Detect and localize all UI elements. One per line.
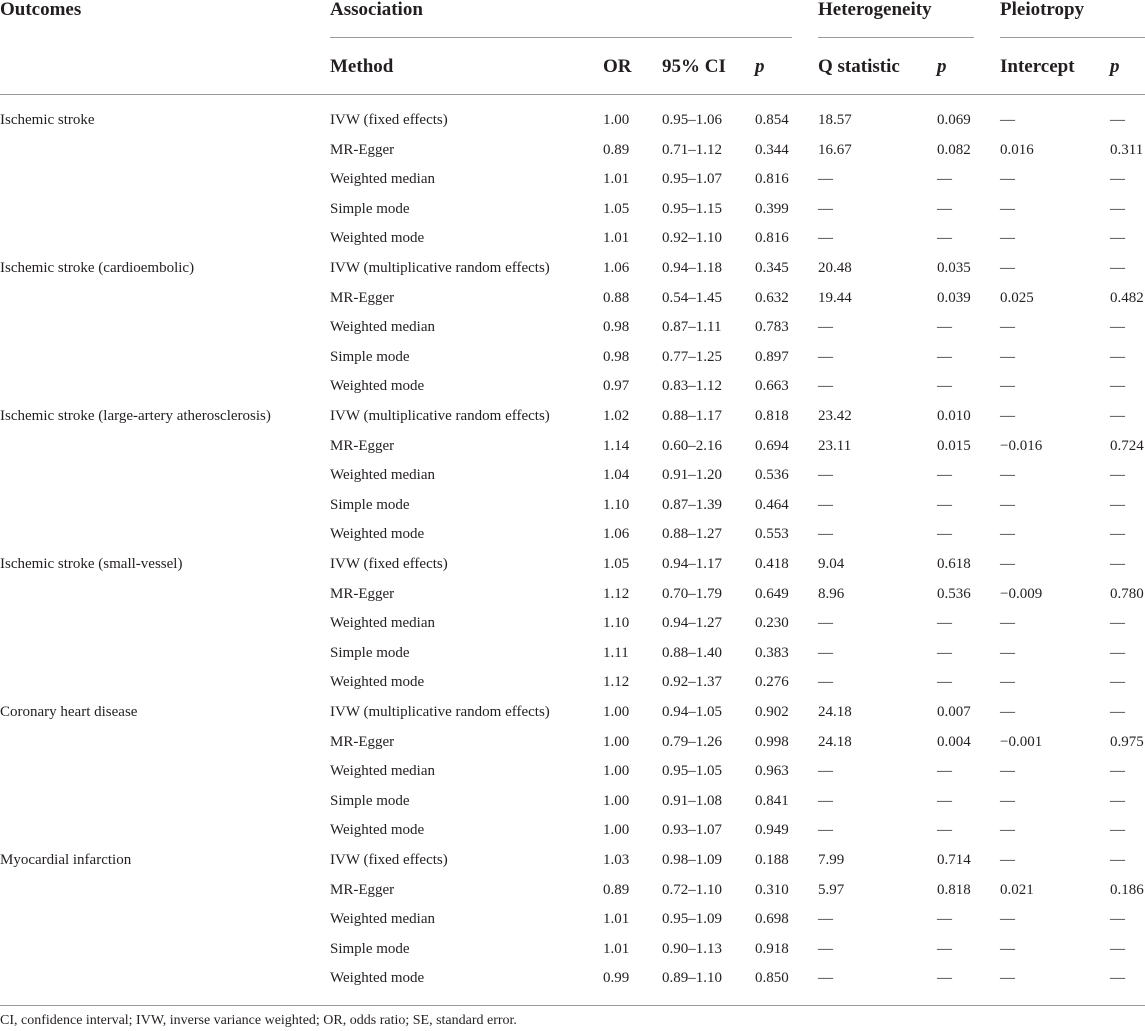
cell-q-statistic: —: [818, 674, 833, 691]
cell-q-statistic: —: [818, 467, 833, 484]
cell-ci: 0.95–1.06: [662, 112, 722, 128]
cell-q-p: —: [937, 378, 952, 395]
cell-method: MR-Egger: [330, 733, 395, 750]
cell-p: 0.344: [755, 141, 789, 158]
cell-method: Simple mode: [330, 200, 410, 217]
header-heterogeneity: Heterogeneity: [818, 0, 932, 20]
cell-intercept: —: [1000, 260, 1015, 276]
cell-ci: 0.87–1.11: [662, 319, 722, 336]
cell-q-statistic: —: [818, 911, 833, 928]
cell-intercept-p: 0.724: [1110, 437, 1144, 454]
cell-q-p: —: [937, 644, 952, 661]
cell-or: 0.98: [603, 348, 630, 365]
cell-intercept-p: —: [1110, 319, 1125, 336]
cell-method: IVW (multiplicative random effects): [330, 260, 550, 276]
cell-intercept-p: —: [1110, 644, 1125, 661]
cell-intercept: 0.025: [1000, 289, 1034, 306]
cell-intercept: —: [1000, 467, 1015, 484]
header-method: Method: [330, 56, 394, 77]
cell-q-p: —: [937, 319, 952, 336]
cell-method: Weighted mode: [330, 674, 425, 691]
cell-intercept-p: —: [1110, 112, 1125, 128]
cell-p: 0.998: [755, 733, 789, 750]
cell-intercept: —: [1000, 704, 1015, 720]
cell-intercept-p: —: [1110, 852, 1125, 868]
cell-q-statistic: —: [818, 200, 833, 217]
outcome-label: Ischemic stroke: [0, 112, 95, 128]
cell-p: 0.399: [755, 200, 789, 217]
cell-ci: 0.93–1.07: [662, 822, 722, 839]
cell-intercept-p: —: [1110, 467, 1125, 484]
cell-q-statistic: —: [818, 940, 833, 957]
cell-method: Weighted mode: [330, 230, 425, 247]
cell-intercept: —: [1000, 970, 1015, 987]
cell-p: 0.698: [755, 911, 789, 928]
cell-method: Simple mode: [330, 940, 410, 957]
cell-q-statistic: 16.67: [818, 141, 852, 158]
cell-or: 1.06: [603, 526, 630, 543]
header-pleiotropy: Pleiotropy: [1000, 0, 1085, 20]
cell-intercept: —: [1000, 319, 1015, 336]
cell-intercept: 0.021: [1000, 881, 1034, 898]
cell-q-statistic: —: [818, 822, 833, 839]
cell-ci: 0.70–1.79: [662, 585, 722, 602]
cell-q-statistic: —: [818, 171, 833, 188]
cell-q-statistic: 19.44: [818, 289, 852, 306]
cell-q-p: 0.818: [937, 881, 971, 898]
cell-q-p: —: [937, 171, 952, 188]
cell-or: 1.00: [603, 112, 630, 128]
cell-or: 0.97: [603, 378, 630, 395]
cell-or: 1.00: [603, 704, 630, 720]
cell-intercept: —: [1000, 526, 1015, 543]
cell-or: 1.10: [603, 615, 630, 632]
cell-ci: 0.91–1.08: [662, 792, 722, 809]
cell-or: 1.12: [603, 674, 630, 691]
cell-method: Simple mode: [330, 644, 410, 661]
cell-q-p: 0.007: [937, 704, 971, 720]
cell-p: 0.663: [755, 378, 789, 395]
cell-intercept: —: [1000, 792, 1015, 809]
cell-intercept: —: [1000, 556, 1015, 572]
cell-intercept: −0.016: [1000, 437, 1043, 454]
cell-ci: 0.94–1.17: [662, 556, 722, 572]
cell-method: Weighted mode: [330, 822, 425, 839]
cell-or: 1.00: [603, 822, 630, 839]
cell-q-statistic: —: [818, 496, 833, 513]
outcome-label: Ischemic stroke (small-vessel): [0, 556, 183, 572]
cell-q-statistic: —: [818, 763, 833, 780]
cell-or: 0.89: [603, 141, 630, 158]
cell-ci: 0.79–1.26: [662, 733, 722, 750]
cell-p: 0.816: [755, 230, 789, 247]
cell-ci: 0.71–1.12: [662, 141, 722, 158]
cell-ci: 0.72–1.10: [662, 881, 722, 898]
cell-p: 0.850: [755, 970, 789, 987]
cell-method: Weighted mode: [330, 378, 425, 395]
cell-q-statistic: 24.18: [818, 704, 852, 720]
cell-or: 1.10: [603, 496, 630, 513]
cell-p: 0.841: [755, 792, 789, 809]
cell-method: MR-Egger: [330, 437, 395, 454]
cell-intercept: —: [1000, 200, 1015, 217]
cell-or: 0.99: [603, 970, 630, 987]
cell-q-p: 0.536: [937, 585, 971, 602]
cell-p: 0.310: [755, 881, 789, 898]
cell-q-p: —: [937, 467, 952, 484]
cell-q-statistic: —: [818, 230, 833, 247]
cell-or: 1.00: [603, 763, 630, 780]
cell-p: 0.902: [755, 704, 789, 720]
cell-q-statistic: —: [818, 348, 833, 365]
cell-q-p: —: [937, 940, 952, 957]
cell-q-statistic: 7.99: [818, 852, 845, 868]
cell-ci: 0.54–1.45: [662, 289, 722, 306]
cell-or: 1.01: [603, 940, 630, 957]
header-q-statistic: Q statistic: [818, 56, 900, 77]
cell-or: 1.00: [603, 733, 630, 750]
cell-ci: 0.95–1.15: [662, 200, 722, 217]
header-rule: [0, 94, 1145, 95]
outcome-label: Ischemic stroke (large-artery atherosclerosis): [0, 408, 271, 424]
cell-q-statistic: 20.48: [818, 260, 852, 276]
cell-q-p: —: [937, 970, 952, 987]
cell-or: 1.01: [603, 230, 630, 247]
cell-ci: 0.92–1.10: [662, 230, 722, 247]
cell-q-p: —: [937, 200, 952, 217]
cell-ci: 0.77–1.25: [662, 348, 722, 365]
cell-ci: 0.88–1.27: [662, 526, 722, 543]
cell-q-statistic: —: [818, 970, 833, 987]
cell-q-p: —: [937, 792, 952, 809]
cell-q-p: —: [937, 230, 952, 247]
cell-intercept: —: [1000, 822, 1015, 839]
cell-intercept: —: [1000, 348, 1015, 365]
cell-q-statistic: 24.18: [818, 733, 852, 750]
cell-ci: 0.87–1.39: [662, 496, 722, 513]
cell-ci: 0.95–1.05: [662, 763, 722, 780]
cell-intercept-p: —: [1110, 763, 1125, 780]
cell-intercept: —: [1000, 378, 1015, 395]
cell-intercept-p: —: [1110, 674, 1125, 691]
cell-or: 0.88: [603, 289, 630, 306]
cell-ci: 0.88–1.40: [662, 644, 722, 661]
cell-q-p: —: [937, 496, 952, 513]
header-outcomes: Outcomes: [0, 0, 82, 20]
cell-method: MR-Egger: [330, 585, 395, 602]
cell-q-statistic: 8.96: [818, 585, 845, 602]
cell-q-statistic: 23.42: [818, 408, 852, 424]
cell-q-p: —: [937, 615, 952, 632]
cell-ci: 0.88–1.17: [662, 408, 722, 424]
cell-intercept-p: —: [1110, 171, 1125, 188]
cell-q-p: 0.714: [937, 852, 971, 868]
cell-q-statistic: 5.97: [818, 881, 845, 898]
cell-q-statistic: 18.57: [818, 112, 852, 128]
cell-method: IVW (fixed effects): [330, 556, 448, 572]
cell-p: 0.230: [755, 615, 789, 632]
cell-intercept: —: [1000, 171, 1015, 188]
header-association: Association: [330, 0, 423, 20]
cell-intercept: —: [1000, 763, 1015, 780]
cell-ci: 0.91–1.20: [662, 467, 722, 484]
heterogeneity-underline: [818, 37, 974, 38]
cell-or: 1.00: [603, 792, 630, 809]
cell-ci: 0.98–1.09: [662, 852, 722, 868]
cell-intercept-p: —: [1110, 200, 1125, 217]
cell-p: 0.816: [755, 171, 789, 188]
cell-ci: 0.95–1.07: [662, 171, 722, 188]
cell-intercept-p: —: [1110, 378, 1125, 395]
cell-p: 0.383: [755, 644, 789, 661]
cell-intercept-p: —: [1110, 230, 1125, 247]
cell-or: 1.06: [603, 260, 630, 276]
cell-intercept-p: —: [1110, 704, 1125, 720]
cell-ci: 0.94–1.27: [662, 615, 722, 632]
cell-p: 0.632: [755, 289, 789, 306]
cell-p: 0.345: [755, 260, 789, 276]
cell-p: 0.694: [755, 437, 789, 454]
cell-intercept: —: [1000, 496, 1015, 513]
bottom-rule: [0, 1005, 1145, 1006]
cell-ci: 0.83–1.12: [662, 378, 722, 395]
cell-or: 1.05: [603, 556, 630, 572]
cell-method: Weighted median: [330, 615, 436, 632]
cell-method: Weighted median: [330, 911, 436, 928]
cell-q-p: 0.015: [937, 437, 971, 454]
header-or: OR: [603, 56, 632, 77]
cell-intercept-p: —: [1110, 260, 1125, 276]
cell-intercept-p: 0.186: [1110, 881, 1144, 898]
cell-q-statistic: —: [818, 319, 833, 336]
cell-method: Weighted median: [330, 171, 436, 188]
cell-or: 1.11: [603, 644, 629, 661]
cell-ci: 0.95–1.09: [662, 911, 722, 928]
cell-ci: 0.92–1.37: [662, 674, 722, 691]
cell-method: Weighted mode: [330, 526, 425, 543]
cell-method: IVW (fixed effects): [330, 852, 448, 868]
cell-intercept: —: [1000, 112, 1015, 128]
cell-ci: 0.90–1.13: [662, 940, 722, 957]
cell-p: 0.818: [755, 408, 789, 424]
cell-ci: 0.60–2.16: [662, 437, 722, 454]
cell-q-statistic: —: [818, 792, 833, 809]
cell-method: Weighted mode: [330, 970, 425, 987]
cell-q-statistic: 23.11: [818, 437, 852, 454]
cell-q-p: —: [937, 911, 952, 928]
cell-intercept: —: [1000, 644, 1015, 661]
cell-method: IVW (multiplicative random effects): [330, 408, 550, 424]
cell-p: 0.418: [755, 556, 789, 572]
cell-p: 0.854: [755, 112, 789, 128]
cell-q-p: —: [937, 763, 952, 780]
outcome-label: Myocardial infarction: [0, 852, 132, 868]
cell-intercept-p: 0.975: [1110, 733, 1144, 750]
cell-or: 1.14: [603, 437, 630, 454]
header-p: p: [755, 56, 765, 77]
cell-intercept-p: —: [1110, 911, 1125, 928]
cell-ci: 0.89–1.10: [662, 970, 722, 987]
cell-intercept-p: 0.311: [1110, 141, 1144, 158]
cell-ci: 0.94–1.05: [662, 704, 722, 720]
cell-q-p: —: [937, 674, 952, 691]
cell-or: 1.03: [603, 852, 630, 868]
cell-p: 0.897: [755, 348, 789, 365]
cell-intercept: —: [1000, 408, 1015, 424]
cell-or: 1.12: [603, 585, 630, 602]
header-intercept: Intercept: [1000, 56, 1075, 77]
cell-method: IVW (fixed effects): [330, 112, 448, 128]
cell-intercept-p: —: [1110, 822, 1125, 839]
cell-or: 1.02: [603, 408, 630, 424]
cell-q-p: —: [937, 348, 952, 365]
cell-intercept-p: —: [1110, 496, 1125, 513]
cell-or: 0.98: [603, 319, 630, 336]
cell-ci: 0.94–1.18: [662, 260, 722, 276]
cell-method: Weighted median: [330, 763, 436, 780]
cell-intercept-p: —: [1110, 970, 1125, 987]
cell-intercept-p: —: [1110, 615, 1125, 632]
cell-intercept-p: —: [1110, 792, 1125, 809]
table-footnote: CI, confidence interval; IVW, inverse variance weighted; OR, odds ratio; SE, standard error.: [0, 1013, 517, 1028]
cell-intercept: —: [1000, 230, 1015, 247]
cell-intercept: 0.016: [1000, 141, 1034, 158]
pleiotropy-underline: [1000, 37, 1145, 38]
cell-or: 1.01: [603, 171, 630, 188]
cell-or: 1.01: [603, 911, 630, 928]
cell-q-statistic: —: [818, 615, 833, 632]
header-ci: 95% CI: [662, 56, 726, 77]
cell-intercept: −0.009: [1000, 585, 1043, 602]
cell-intercept-p: 0.482: [1110, 289, 1144, 306]
cell-p: 0.949: [755, 822, 789, 839]
cell-method: IVW (multiplicative random effects): [330, 704, 550, 720]
cell-q-p: 0.004: [937, 733, 971, 750]
cell-intercept: −0.001: [1000, 733, 1043, 750]
cell-p: 0.963: [755, 763, 789, 780]
cell-intercept: —: [1000, 674, 1015, 691]
cell-p: 0.276: [755, 674, 789, 691]
cell-method: Simple mode: [330, 496, 410, 513]
cell-intercept: —: [1000, 940, 1015, 957]
cell-q-p: —: [937, 822, 952, 839]
cell-method: Simple mode: [330, 792, 410, 809]
cell-q-p: 0.082: [937, 141, 971, 158]
association-underline: [330, 37, 792, 38]
cell-q-p: 0.618: [937, 556, 971, 572]
cell-intercept-p: —: [1110, 556, 1125, 572]
cell-method: Weighted median: [330, 319, 436, 336]
cell-q-p: 0.039: [937, 289, 971, 306]
cell-or: 0.89: [603, 881, 630, 898]
cell-p: 0.188: [755, 852, 789, 868]
cell-p: 0.464: [755, 496, 789, 513]
cell-or: 1.05: [603, 200, 630, 217]
cell-q-statistic: 9.04: [818, 556, 845, 572]
header-q-p: p: [937, 56, 947, 77]
cell-q-statistic: —: [818, 526, 833, 543]
cell-method: MR-Egger: [330, 289, 395, 306]
cell-intercept: —: [1000, 852, 1015, 868]
cell-intercept: —: [1000, 615, 1015, 632]
cell-p: 0.649: [755, 585, 789, 602]
cell-q-p: 0.035: [937, 260, 971, 276]
outcome-label: Ischemic stroke (cardioembolic): [0, 260, 195, 276]
cell-p: 0.918: [755, 940, 789, 957]
cell-p: 0.783: [755, 319, 789, 336]
cell-intercept: —: [1000, 911, 1015, 928]
cell-q-p: —: [937, 526, 952, 543]
cell-method: Simple mode: [330, 348, 410, 365]
cell-method: MR-Egger: [330, 881, 395, 898]
cell-q-p: 0.010: [937, 408, 971, 424]
cell-q-p: 0.069: [937, 112, 971, 128]
cell-q-statistic: —: [818, 644, 833, 661]
cell-or: 1.04: [603, 467, 630, 484]
cell-intercept-p: —: [1110, 348, 1125, 365]
cell-method: Weighted median: [330, 467, 436, 484]
cell-method: MR-Egger: [330, 141, 395, 158]
cell-intercept-p: —: [1110, 526, 1125, 543]
header-intercept-p: p: [1110, 56, 1120, 77]
cell-intercept-p: 0.780: [1110, 585, 1144, 602]
cell-p: 0.553: [755, 526, 789, 543]
cell-intercept-p: —: [1110, 408, 1125, 424]
cell-p: 0.536: [755, 467, 789, 484]
cell-intercept-p: —: [1110, 940, 1125, 957]
outcome-label: Coronary heart disease: [0, 704, 138, 720]
cell-q-statistic: —: [818, 378, 833, 395]
